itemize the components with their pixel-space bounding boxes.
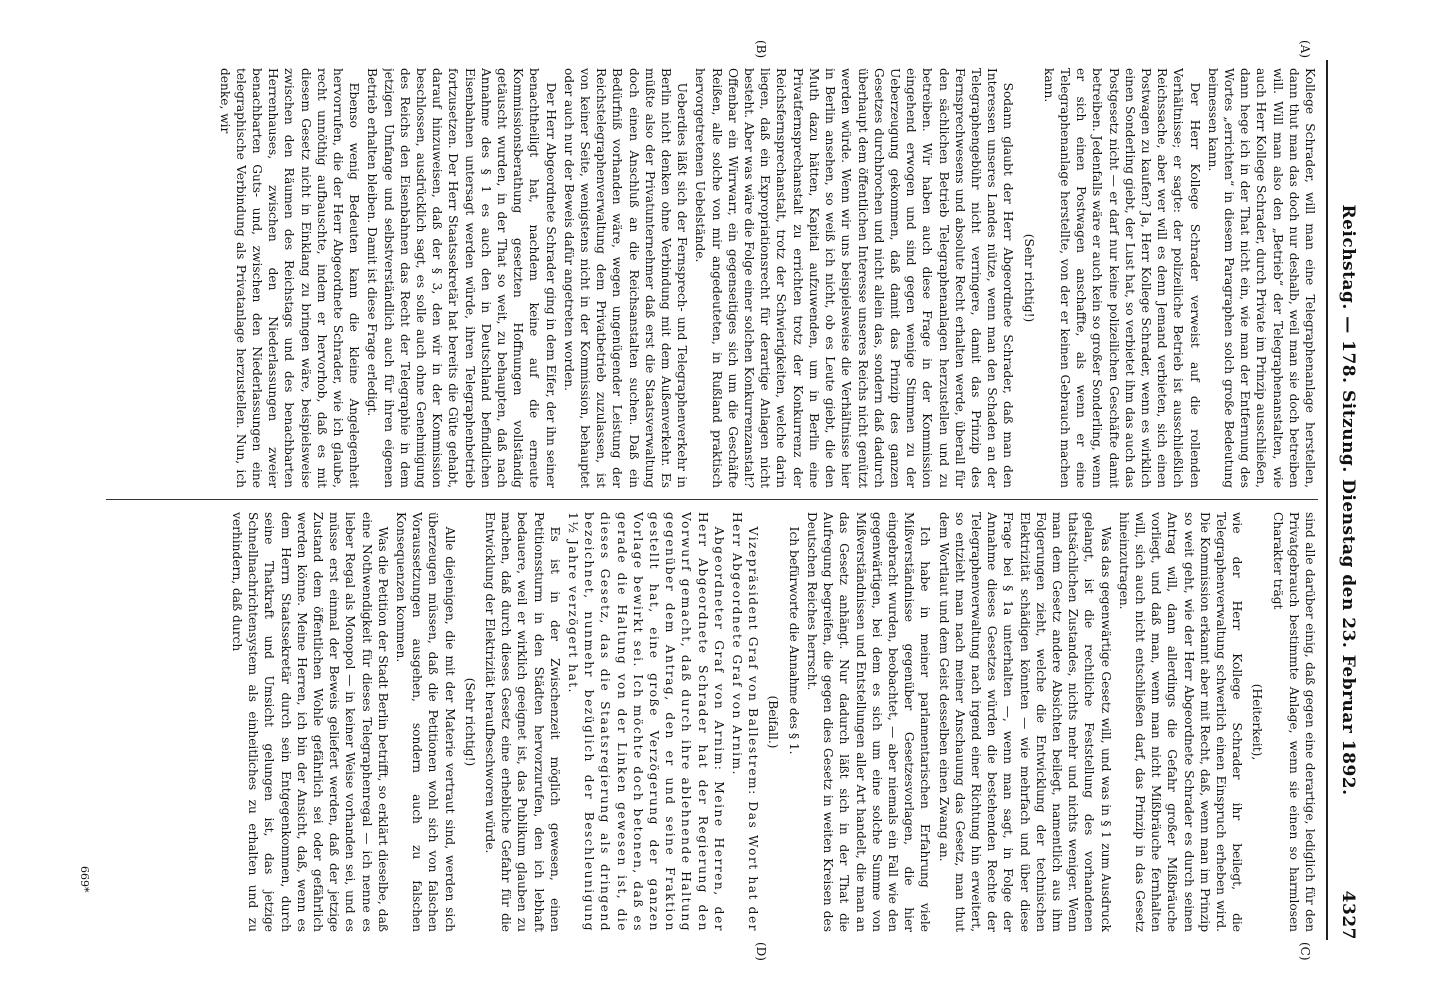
interjection: (Sehr richtig!) [462, 677, 477, 767]
margin-mark-d: (D) [754, 942, 768, 961]
paragraph: Ebenso wenig Bedeuten kann die kleine Angelegenheit hervorrufen, die der Herr Abgeordnete Schrader, wie ich glaube, recht unnöthig aufbauschte, indem er hervorhob, daß es mit diesem Gesetz nicht in Einklang zu bringen wäre, beispielsweise zwischen den Räumen des Reichstags und des benachbarten Herrenhauses, zwischen den Niederlassungen zweier benachbarten Guts- und, zwischen den Niederlassungen eine telegraphische Verbindung als Privatanlage herzustellen. Nun, ich denke, wir [217, 68, 362, 488]
paragraph: wie der Herr Kollege Schrader ihr beilegt, die Telegraphenverwaltung schwerlich einen Einspruch erheben wird. Die Kommission erkannt aber mit Recht, daß, wenn man im Prinzip so weit geht, wie der Herr Abgeordnete Schrader es durch seinen Antrag will, dann allerdings die Gefahr großer Mißbräuche vorliegt, und daß man, wenn man nicht Mißbräuche fernhalten will, sich auch nicht entschließen darf, das Prinzip in das Gesetz hineinzutragen. [1116, 512, 1245, 932]
paragraph: Ich befürworte die Annahme des § 1. [786, 526, 801, 755]
interjection: (Beifall.) [766, 695, 781, 749]
page-number: 4327 [1338, 890, 1358, 940]
paragraph: Was das gegenwärtige Gesetz will, und was in § 1 zum Ausdruck gelangt, ist die rechtliche Feststellung des vorhandenen thatsächlichen Zustandes, nichts mehr und nichts weniger. Wenn man dem Gesetz andere Absichten beilegt, namentlich aus ihm Folgerungen zieht, welche die Entwicklung der technischen Elektrizität schädigen könnten — wie mehrfach und über diese Frage bei § 1a unterhalten —, wenn man sagt, in Folge der Annahme dieses Gesetzes würden die bestehenden Rechte der Telegraphenverwaltung nach irgend einer Richtung hin erweitert, so entzieht man nach meiner Anschauung das Gesetz, man thut dem Wortlaut und dem Geist desselben einen Zwang an. [936, 512, 1113, 932]
paragraph: Sodann glaubt der Herr Abgeordnete Schrader, daß man den Interessen unseres Landes nütze, wenn man den Schaden an der Telegraphengebühr nicht verringere, damit das Prinzip des Fernsprechwesens und absolute Recht erhalten werde, überall für den sächlichen Betrieb Telegraphenanlagen herzustellen und zu betreiben. Wir haben auch diese Frage in der Kommission eingehend erwogen und sind gegen wenige Stimmen zu der Ueberzeugung gekommen, daß damit das Prinzip des ganzen Gesetzes durchbrochen und nicht allein das, sondern daß dadurch überhaupt dem öffentlichen Interesse unseres Reichs nicht genützt werden würde. Wenn wir uns beispielsweise die Verhältnisse hier in Berlin ansehen, so weiß ich nicht, ob es Leute giebt, die den Muth dazu hätten, Kapital aufzuwenden, um in Berlin eine Privatfernsprechanstalt zu errichten trotz der Konkurrenz der Reichsfernsprechanstalt, trotz der Schwierigkeiten, welche darin liegen, daß ein Expropriationsrecht für derartige Anlagen nicht besteht. Aber was wäre die Folge einer solchen Konkurrenzanstalt? Offenbar ein Wirrwarr, ein gegenseitiges sich um die Geschäfte Reißen, alle solche von mir angedeuteten, in Rußland praktisch hervorgetretenen Uebelstände. [693, 68, 1016, 488]
header-rule [1326, 60, 1328, 940]
interjection: (Heiterkeit), [1250, 683, 1265, 761]
margin-mark-c: (C) [1298, 942, 1312, 961]
paragraph: Was die Petition der Stadt Berlin betrifft, so erklärt dieselbe, daß eine Nothwendigkeit für dieses Telegraphenregal — ich nenne es lieber Regal als Monopol — in keiner Weise vorhanden sei, und es müsse erst einmal der Beweis geliefert werden, daß der jetzige Zustand dem öffentlichen Wohle gefährlich sei oder gefährlich werden könne. Meine Herren, ich bin der Ansicht, daß, wenn es dem Herrn Staatssekretär durch sein Entgegenkommen, durch seine Thatkraft und Umsicht gelungen ist, das jetzige Schnellnachrichtensystem als einheitliches zu erhalten und zu verhindern, daß durch [230, 512, 390, 932]
paragraph: Es ist in der Zwischenzeit möglich gewesen, einen Petitionssturm in den Städten hervorzurufen, den ich lebhaft bedauere, weil er wirklich geeignet ist, das Publikum glauben zu machen, daß durch dieses Gesetz eine erhebliche Gefahr für die Entwicklung der Elektrizität heraufbeschworen würde. [483, 512, 562, 932]
column-separator [106, 499, 1318, 500]
margin-mark-a: (A) [1298, 40, 1312, 59]
paragraph: Ich habe in meiner parlamentarischen Erfahrung viele Mißverständnisse gegenüber Gesetzesvorlagen, die hier eingebracht wurden, beobachtet, — aber niemals ein Fall wie den gegenwärtigen, bei dem es sich um eine solche Summe von Mißverständnissen und Entstellungen aller Art handelt, die man an das Gesetz anhängt. Nur dadurch läßt sich in der That die Aufregung begreifen, die gegen dies Gesetz in weiten Kreisen des Deutschen Reiches herrscht. [804, 512, 933, 932]
speaker-paragraph: Abgeordneter Graf von Arnim: Meine Herren, der Herr Abgeordnete Schrader hat der Regierung den Vorwurf gemacht, daß durch ihre ablehnende Haltung gegenüber dem Antrag, den er und seine Fraktion gestellt hat, eine große Verzögerung der ganzen Vorlage bewirkt sei. Ich möchte doch betonen, daß es gerade die Haltung von der Linken gewesen ist, die dieses Gesetz, das die Staatsregierung als dringend bezeichnet, nunmehr bezüglich der Beschleunigung 1½ Jahre verzögert hat. [566, 512, 726, 932]
paragraph: Der Herr Abgeordnete Schrader ging in dem Eifer, der ihn seiner benachtheiligt hat, nachdem keine auf die erneute Kommissionsberathung gesetzten Hoffnungen vollständig getäuscht wurden, in der That so weit, zu behaupten, daß nach Annahme des § 1 es auch den in Deutschland befindlichen Eisenbahnen untersagt werden würde, ihren Telegraphenbetrieb fortzusetzen. Der Herr Staatssekretär hat bereits die Güte gehabt, darauf hinzuweisen, daß der § 3, den wir in der Kommission beschlossen, ausdrücklich sagt, es solle auch ohne Genehmigung des Reichs den Eisenbahnen das Recht der Telegraphie in dem jetzigen Umfange und selbstverständlich auch für ihren eigenen Betrieb erhalten bleiben. Damit ist diese Frage erledigt. [365, 68, 558, 488]
speaker-paragraph: Vizepräsident Graf von Ballestrem: Das Wort hat der Herr Abgeordnete Graf von Arnim. [730, 512, 761, 932]
paragraph: Ueberdies läßt sich der Fernsprech- und Telegraphenverkehr in Berlin nicht denken ohne Verbindung mit dem Außenverkehr. Es müßte also der Privatunternehmer daß erst die Staatsverwaltung doch einen Anschluß an die Reichsanstalten suchen. Daß ein Bedürfniß vorhanden wäre, wegen ungenügender Leistung der Reichstelegraphenverwaltung dem Privatbetrieb zuzulassen, ist von keiner Seite, wenigstens nicht in der Kommission, behauptet oder auch nur der Beweis dafür angetreten worden. [561, 68, 690, 488]
margin-mark-b: (B) [754, 40, 768, 59]
sheet-signature: 669* [78, 866, 91, 893]
paragraph: Der Herr Kollege Schrader verweist auf die rollenden Verhältnisse; er sagte: der polizeiliche Betrieb ist ausschließlich Reichssache, aber wer will es denn Jemand verbieten, sich einen Postwagen zu kaufen? Ja, Herr Kollege Schrader, wenn es wirklich einen Sonderling giebt, der Lust hat, so verbietet ihm das auch das Postgesetz nicht — er darf nur keine polizeilichen Geschäfte damit betreiben. Jedenfalls wäre er auch kein so großer Sonderling, wenn er sich einen Postwagen anschaffte, als wenn er eine Telegraphenanlage herstellte, von der er keinen Gebrauch machen kann. [1041, 68, 1202, 488]
right-column [86, 512, 1318, 932]
running-header [1328, 60, 1358, 940]
left-column [86, 68, 1318, 488]
paragraph: sind alle darüber einig, daß gegen eine derartige, lediglich für den Privatgebrauch bestimmte Anlage, wenn sie einen so harmlosen Charakter trägt [1270, 512, 1317, 932]
paragraph: Alle diejenigen, die mit der Materie vertraut sind, werden sich überzeugen müssen, daß die Petitionen wohl sich von falschen Voraussetzungen ausgehen, sondern auch zu falschen Konsequenzen kommen. [394, 512, 457, 932]
header-title: Reichstag. — 178. Sitzung. Dienstag den 23. Februar 1892. [1338, 204, 1358, 796]
interjection: (Sehr richtig!) [1021, 233, 1036, 323]
rotated-page-content [66, 30, 1366, 970]
paragraph: Kollege Schrader, will man eine Telegraphenanlage herstellen, dann thut man das doch nur deshalb, weil man sie doch betreiben will. Will man also den „Betrieb“ der Telegraphenanstalten, wie auch Herr Kollege Schrader, durch Private im Prinzip ausschließen, dann hege ich in der That nicht ein, wie man der Entfernung des Wortes „errichten“ in diesem Paragraphen solch große Bedeutung beimessen kann. [1205, 68, 1317, 488]
